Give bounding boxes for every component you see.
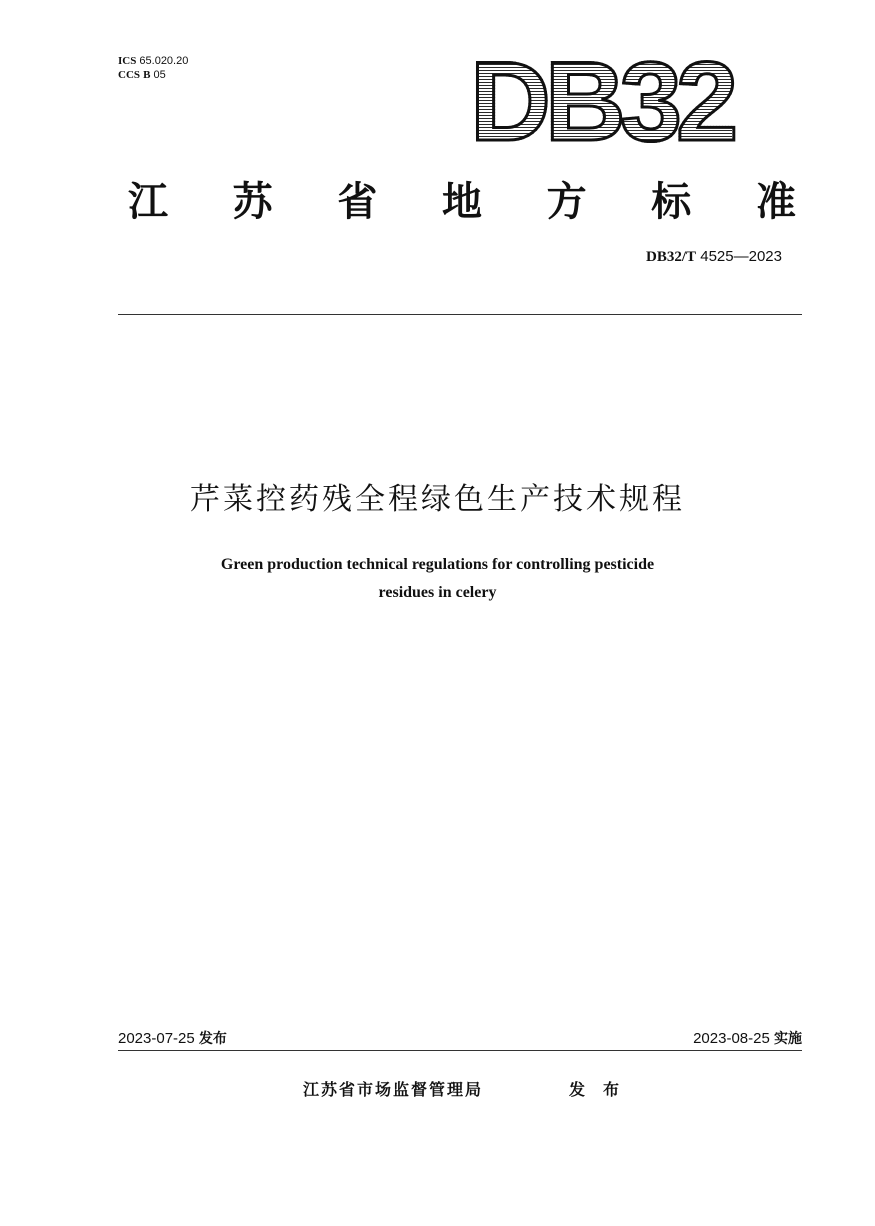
implement-label: 实施: [774, 1031, 802, 1047]
standard-type-char: 苏: [232, 179, 273, 225]
top-divider: [118, 314, 802, 315]
issuer-action: 发布: [569, 1080, 638, 1099]
classification-codes: [118, 54, 188, 82]
standard-type-char: 省: [337, 179, 378, 225]
ccs-code: 05: [153, 69, 166, 81]
title-english-line1: Green production technical regulations for controlling pesticide: [220, 556, 655, 573]
title-english-line2: residues in celery: [378, 584, 497, 601]
ccs-category: B: [143, 69, 151, 81]
standard-type-char: 标: [651, 179, 692, 225]
ccs-label: CCS: [118, 69, 141, 81]
ics-code: 65.020.20: [139, 55, 189, 67]
implement-date: [693, 1028, 802, 1048]
standard-code: [646, 248, 782, 266]
standard-type-char: 准: [755, 179, 796, 225]
title-chinese: 芹菜控药残全程绿色生产技术规程: [190, 482, 685, 517]
code-number: 4525—2023: [700, 248, 782, 265]
standard-type-char: 地: [441, 179, 482, 225]
code-middle: 32/T: [666, 249, 697, 265]
standard-type-char: 江: [128, 179, 168, 225]
code-prefix: DB: [646, 249, 667, 265]
bottom-divider: [118, 1050, 802, 1051]
publish-label: 发布: [198, 1031, 227, 1047]
publish-date: [118, 1028, 227, 1048]
title-english: [0, 551, 875, 607]
implement-date-value: 2023-08-25: [693, 1030, 770, 1047]
db32-logo: [470, 39, 733, 164]
issuer-name: 江苏省市场监督管理局: [303, 1080, 484, 1099]
ics-label: ICS: [118, 55, 137, 67]
standard-type-char: 方: [546, 179, 587, 225]
standard-type-heading: [128, 170, 796, 227]
logo-text: DB32: [470, 39, 733, 164]
publish-date-value: 2023-07-25: [118, 1030, 195, 1047]
